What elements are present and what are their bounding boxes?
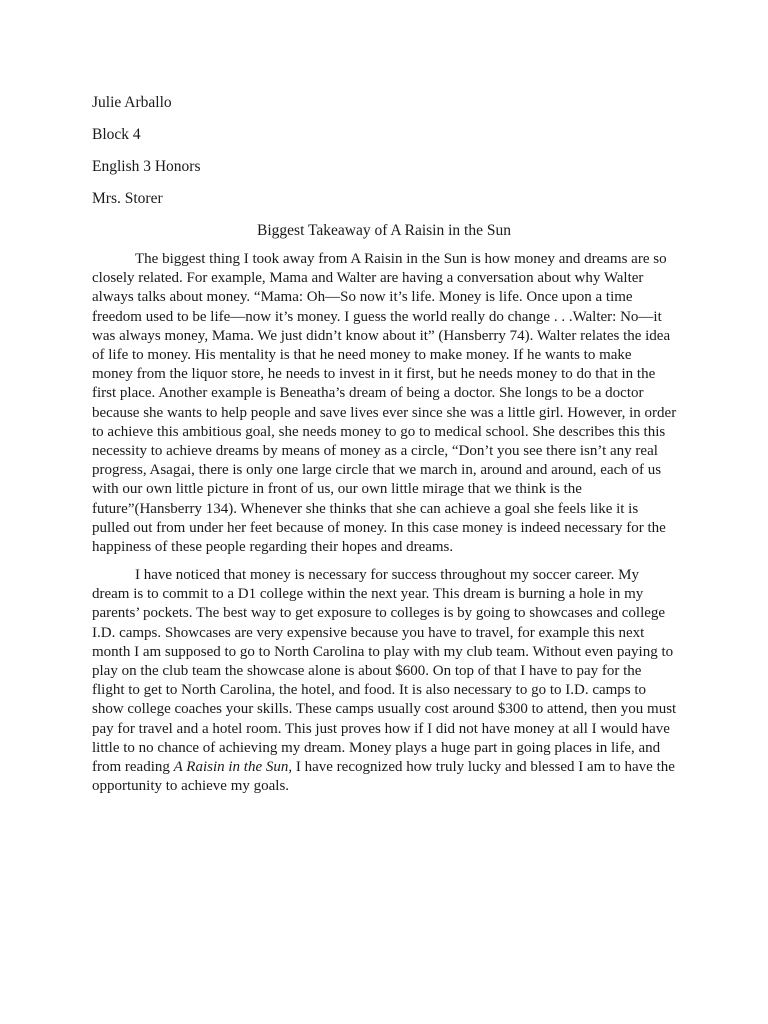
paragraph-line: progress, Asagai, there is only one large circle that we march in, around and around, each of us xyxy=(92,462,662,479)
line-text-before: from reading xyxy=(92,759,174,776)
paragraph-line: parents’ pockets. The best way to get exposure to colleges is by going to showcases and college xyxy=(92,605,666,622)
student-name: Julie Arballo xyxy=(92,94,172,111)
paragraph-line: to achieve this ambitious goal, she needs money to go to medical school. She describes this this xyxy=(92,423,666,440)
paragraph-line: future”(Hansberry 134). Whenever she thinks that she can achieve a goal she feels like it is xyxy=(92,500,639,517)
paragraph-line: The biggest thing I took away from A Raisin in the Sun is how money and dreams are so xyxy=(135,251,667,267)
paragraph-line: play on the club team the showcase alone is about $600. On top of that I have to pay for the xyxy=(92,663,642,680)
paragraph-line: with our own little picture in front of us, our own little mirage that we think is the xyxy=(92,481,582,498)
paragraph-line: closely related. For example, Mama and Walter are having a conversation about why Walter xyxy=(92,270,644,287)
paragraph-line: happiness of these people regarding their hopes and dreams. xyxy=(92,539,454,556)
paragraph-line: necessity to achieve dreams by means of money as a circle, “Don’t you see there isn’t any real xyxy=(92,443,658,460)
paragraph-line: first place. Another example is Beneatha’s dream of being a doctor. She longs to be a doctor xyxy=(92,385,644,402)
paragraph-line: pulled out from under her feet because of money. In this case money is indeed necessary for the xyxy=(92,519,666,536)
paragraph-line: dream is to commit to a D1 college within the next year. This dream is burning a hole in my xyxy=(92,586,644,603)
paragraph-line: money from the liquor store, he needs to invest in it first, but he needs money to do that in the xyxy=(92,366,656,383)
class-name: English 3 Honors xyxy=(92,158,201,175)
paragraph-2 xyxy=(92,566,676,796)
paragraph-line: opportunity to achieve my goals. xyxy=(92,778,290,795)
paragraph-1 xyxy=(92,250,676,557)
paragraph-line: freedom used to be life—now it’s money. I guess the world really do change . . .Walter: No—it xyxy=(92,308,662,325)
paragraph-line: flight to get to North Carolina, the hotel, and food. It is also necessary to go to I.D. camps to xyxy=(92,682,647,699)
book-title-italic: A Raisin in the Sun xyxy=(173,759,289,776)
paragraph-line: I have noticed that money is necessary for success throughout my soccer career. My xyxy=(135,567,639,583)
paragraph-line: was always money, Mama. We just didn’t know about it” (Hansberry 74). Walter relates the idea xyxy=(92,327,671,344)
paragraph-line: show college coaches your skills. These camps usually cost around $300 to attend, then you must xyxy=(92,701,677,718)
paragraph-line: of life to money. His mentality is that he need money to make money. If he wants to make xyxy=(92,347,632,364)
paragraph-line: because she wants to help people and save lives ever since she was a little girl. However, in order xyxy=(92,404,677,421)
essay-title: Biggest Takeaway of A Raisin in the Sun xyxy=(257,222,511,239)
paragraph-line: always talks about money. “Mama: Oh—So now it’s life. Money is life. Once upon a time xyxy=(92,289,633,306)
paragraph-line: I.D. camps. Showcases are very expensive because you have to travel, for example this next xyxy=(92,624,645,641)
paragraph-line xyxy=(92,758,676,777)
paragraph-line: month I am supposed to go to North Carolina to play with my club team. Without even paying to xyxy=(92,643,674,660)
class-block: Block 4 xyxy=(92,126,141,143)
line-text-after: , I have recognized how truly lucky and blessed I am to have the xyxy=(288,759,675,776)
paragraph-line: pay for travel and a hotel room. This just proves how if I did not have money at all I would have xyxy=(92,720,670,737)
paragraph-line: little to no chance of achieving my dream. Money plays a huge part in going places in life, and xyxy=(92,739,661,756)
teacher-name: Mrs. Storer xyxy=(92,190,163,207)
